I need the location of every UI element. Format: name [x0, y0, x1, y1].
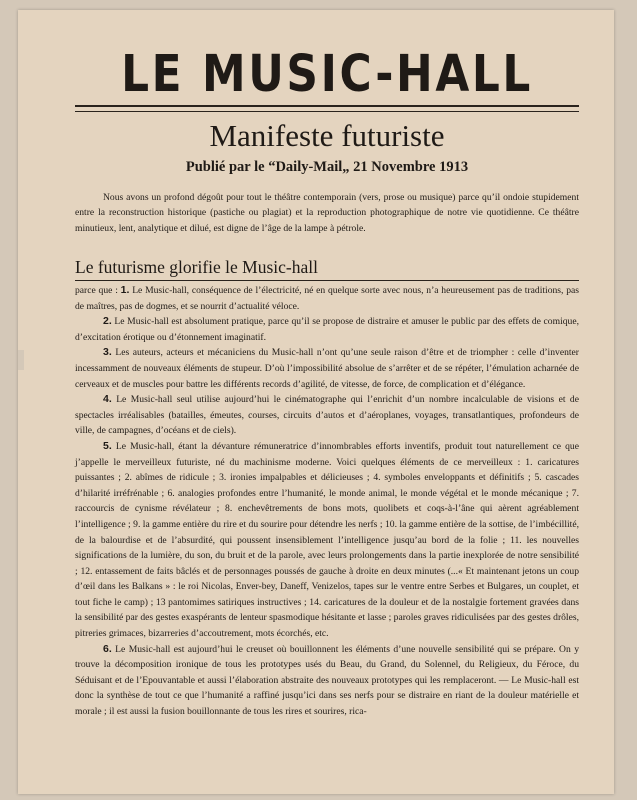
publication-line: Publié par le “Daily-Mail„ 21 Novembre 1913 — [185, 159, 469, 175]
intro-paragraph: Nous avons un profond dégoût pour tout le théâtre contemporain (vers, prose ou musique) parce qu’il ondoie stupidement entre la reconstruction historique (pastiche ou plagiat) et la reproduction photographique de notre vie quotidienne. Ce théâtre minutieux, lent, analytique et dilué, est digne de l’âge de la lampe à pétrole. — [75, 192, 579, 234]
paragraph-text: Le Music-hall est absolument pratique, parce qu’il se propose de distraire et amuser le public par des effets de comique, d’excitation érotique ou d’étonnement imaginatif. — [75, 316, 579, 343]
paragraph-1 — [75, 283, 579, 314]
paragraph-number: 4. — [103, 393, 112, 406]
paragraph-text: Le Music-hall, conséquence de l’électricité, né en quelque sorte avec nous, n’a heureusement pas de traditions, pas de maîtres, pas de dogmes, et se nourrit d’actualité véloce. — [75, 285, 579, 312]
paper-edge-notch — [18, 350, 24, 370]
masthead: LE MUSIC-HALL — [121, 45, 533, 104]
section-heading: Le futurisme glorifie le Music-hall — [75, 257, 318, 277]
paragraph-6 — [75, 642, 579, 720]
body-text — [75, 283, 579, 720]
paragraph-5 — [75, 439, 579, 642]
masthead-rule-thick — [75, 105, 579, 107]
paragraph-number: 6. — [103, 642, 112, 655]
paragraph-text: Le Music-hall est aujourd’hui le creuset où bouillonnent les éléments d’une nouvelle sensibilité qui se prépare. On y trouve la décomposition ironique de tous les prototypes usés du Beau, du Grand, du Solennel, du Religieux, du Féroce, du Séduisant et de l’Epouvantable et aussi l’élaboration abstraite des nouveaux prototypes qui les remplaceront. — Le Music-hall est donc la synthèse de tout ce que l’humanité a raffiné jusqu’ici dans ses nerfs pour se distraire en riant de la douleur matérielle et morale ; il est aussi la fusion bouillonnante de tous les rires et sourires, rica- — [75, 643, 579, 718]
paragraph-number: 2. — [103, 315, 112, 328]
section-rule — [75, 280, 579, 281]
paragraph-number: 5. — [103, 439, 112, 452]
paragraph-4 — [75, 392, 579, 439]
paragraph-text: Les auteurs, acteurs et mécaniciens du Music-hall n’ont qu’une seule raison d’être et de triompher : celle d’inventer incessamment de nouveaux éléments de stupeur. D’où l’impossibilité absolue de s’arrêter et de se répéter, l’émulation acharnée de cerveaux et de muscles pour battre les différents records d’agilité, de vitesse, de force, de complication et d’élégance. — [75, 347, 579, 390]
masthead-rule-thin — [75, 111, 579, 112]
paragraph-text: Le Music-hall seul utilise aujourd’hui le cinématographe qui l’enrichit d’un nombre incalculable de visions et de spectacles irréalisables (batailles, émeutes, courses, circuits d’autos et d’aéroplanes, voyages, transatlantiques, profondeurs de ville, de campagnes, d’océans et de ciels). — [75, 394, 579, 437]
paragraph-3 — [75, 345, 579, 392]
document-page — [18, 10, 614, 794]
paragraph-number: 3. — [103, 346, 112, 359]
paragraph-2 — [75, 314, 579, 345]
paragraph-text: Le Music-hall, étant la dévanture rémuneratrice d’innombrables efforts inventifs, produit tout naturellement ce que j’appelle le merveilleux futuriste, né du machinisme moderne. Voici quelques éléments de ce merveilleux : 1. caricatures puissantes ; 2. abîmes de ridicule ; 3. ironies impalpables et délicieuses ; 4. symboles enveloppants et définitifs ; 5. cascades d’hilarité irréfrénable ; 6. analogies profondes entre l’humanité, le monde animal, le monde végétal et le monde mécanique ; 7. raccourcis de cynisme révélateur ; 8. enchevêtrements de bons mots, quolibets et coqs-à-l’âne qui aèrent agréablement l’intelligence ; 9. la gamme entière du rire et du sourire pour détendre les nerfs ; 10. la gamme entière de la sottise, de l’imbécillité, de la balourdise et de l’absurdité, qui poussent insensiblement l’intelligence jusqu’au bord de la folie ; 11. les nouvelles significations de la lumière, du son, du bruit et de la parole, avec leurs prolongements dans la partie inexplorée de notre sensibilité ; 12. entassement de faits bâclés et de personnages poussés de gauche à droite en deux minutes (...« Et maintenant jetons un coup d’œil dans les Balkans » : le roi Nicolas, Enver-bey, Daneff, Venizelos, tapes sur le ventre entre Serbes et Bulgares, un couplet, et tout fiche le camp) ; 13 pantomimes satiriques instructives ; 14. caricatures de la douleur et de la nostalgie fortement gravées dans la sensibilité par des gestes exaspérants de lenteur spasmodique hésitante et lasse ; paroles graves ridiculisées par des gestes drôles, pitreries grimaces, bizarreries d’accoutrement, mots écorchés, etc. — [75, 440, 579, 640]
paragraph-number: 1. — [120, 284, 130, 296]
paragraph-lead: parce que : — [75, 285, 121, 296]
manifesto-title: Manifeste futuriste — [209, 118, 445, 153]
